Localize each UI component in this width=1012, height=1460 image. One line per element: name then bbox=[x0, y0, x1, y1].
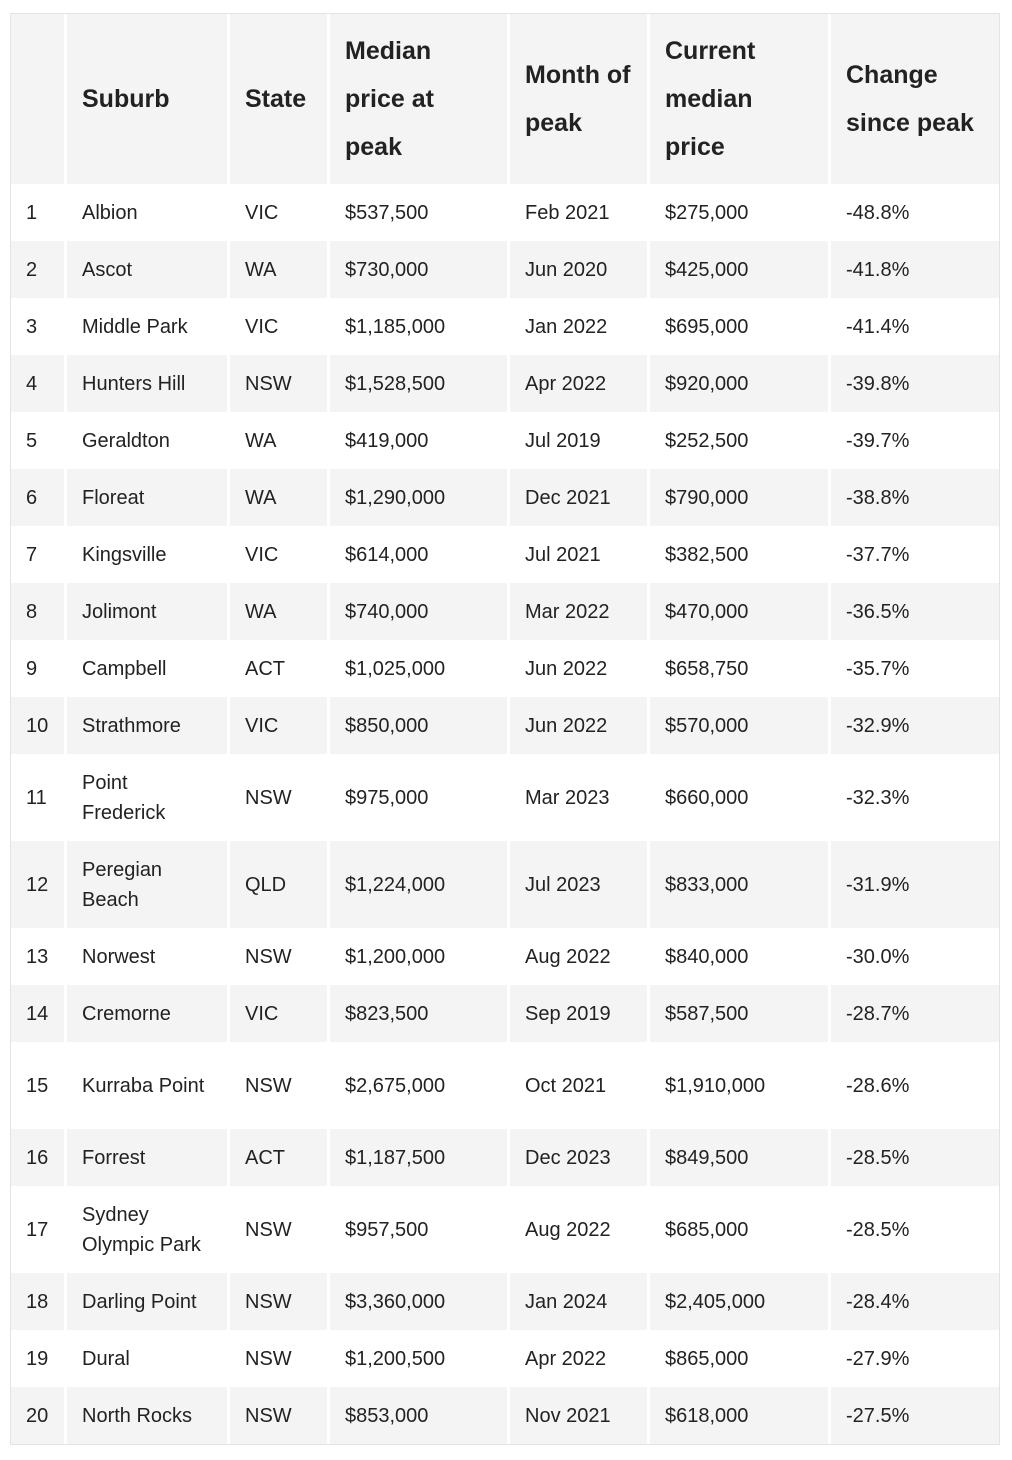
cell-peak-month: Aug 2022 bbox=[510, 928, 650, 985]
table-row bbox=[11, 1186, 999, 1273]
cell-current-price: $685,000 bbox=[650, 1186, 831, 1273]
cell-state: WA bbox=[230, 412, 330, 469]
cell-state: WA bbox=[230, 583, 330, 640]
table-row bbox=[11, 1330, 999, 1387]
cell-state: NSW bbox=[230, 1330, 330, 1387]
cell-change: -38.8% bbox=[831, 469, 999, 526]
cell-change: -27.5% bbox=[831, 1387, 999, 1444]
cell-suburb: Dural bbox=[67, 1330, 230, 1387]
cell-change: -32.3% bbox=[831, 754, 999, 841]
cell-suburb: Hunters Hill bbox=[67, 355, 230, 412]
table-row bbox=[11, 1273, 999, 1330]
cell-current-price: $2,405,000 bbox=[650, 1273, 831, 1330]
cell-state: NSW bbox=[230, 1042, 330, 1129]
cell-current-price: $587,500 bbox=[650, 985, 831, 1042]
cell-current-price: $840,000 bbox=[650, 928, 831, 985]
cell-peak-price: $614,000 bbox=[330, 526, 510, 583]
cell-peak-price: $419,000 bbox=[330, 412, 510, 469]
cell-peak-price: $1,224,000 bbox=[330, 841, 510, 928]
cell-state: ACT bbox=[230, 640, 330, 697]
table-row bbox=[11, 241, 999, 298]
cell-current-price: $658,750 bbox=[650, 640, 831, 697]
table-row bbox=[11, 928, 999, 985]
table-row bbox=[11, 640, 999, 697]
cell-current-price: $660,000 bbox=[650, 754, 831, 841]
cell-change: -35.7% bbox=[831, 640, 999, 697]
table-row bbox=[11, 1042, 999, 1129]
cell-suburb: Geraldton bbox=[67, 412, 230, 469]
cell-peak-price: $850,000 bbox=[330, 697, 510, 754]
cell-current-price: $618,000 bbox=[650, 1387, 831, 1444]
cell-peak-month: Apr 2022 bbox=[510, 355, 650, 412]
cell-current-price: $695,000 bbox=[650, 298, 831, 355]
cell-state: WA bbox=[230, 469, 330, 526]
table-row bbox=[11, 697, 999, 754]
cell-peak-month: Jul 2019 bbox=[510, 412, 650, 469]
cell-suburb: Cremorne bbox=[67, 985, 230, 1042]
table-row bbox=[11, 985, 999, 1042]
table-row bbox=[11, 1129, 999, 1186]
cell-state: VIC bbox=[230, 697, 330, 754]
cell-suburb: Strathmore bbox=[67, 697, 230, 754]
cell-peak-month: Jan 2024 bbox=[510, 1273, 650, 1330]
cell-change: -28.5% bbox=[831, 1186, 999, 1273]
cell-current-price: $920,000 bbox=[650, 355, 831, 412]
header-peak-price: Median price at peak bbox=[330, 14, 510, 184]
cell-change: -32.9% bbox=[831, 697, 999, 754]
cell-peak-price: $740,000 bbox=[330, 583, 510, 640]
cell-suburb: Campbell bbox=[67, 640, 230, 697]
cell-peak-price: $975,000 bbox=[330, 754, 510, 841]
cell-suburb: Kingsville bbox=[67, 526, 230, 583]
cell-change: -28.4% bbox=[831, 1273, 999, 1330]
cell-peak-month: Jun 2022 bbox=[510, 697, 650, 754]
cell-suburb: Floreat bbox=[67, 469, 230, 526]
cell-suburb: Kurraba Point bbox=[67, 1042, 230, 1129]
cell-rank: 18 bbox=[11, 1273, 67, 1330]
cell-state: ACT bbox=[230, 1129, 330, 1186]
cell-suburb: Albion bbox=[67, 184, 230, 241]
header-suburb: Suburb bbox=[67, 14, 230, 184]
cell-state: VIC bbox=[230, 526, 330, 583]
header-rank bbox=[11, 14, 67, 184]
cell-state: NSW bbox=[230, 928, 330, 985]
cell-rank: 10 bbox=[11, 697, 67, 754]
cell-suburb: Forrest bbox=[67, 1129, 230, 1186]
cell-current-price: $470,000 bbox=[650, 583, 831, 640]
table-row bbox=[11, 526, 999, 583]
cell-rank: 9 bbox=[11, 640, 67, 697]
cell-peak-price: $537,500 bbox=[330, 184, 510, 241]
cell-suburb: Sydney Olympic Park bbox=[67, 1186, 230, 1273]
cell-peak-price: $1,025,000 bbox=[330, 640, 510, 697]
cell-peak-month: Jul 2021 bbox=[510, 526, 650, 583]
cell-suburb: Ascot bbox=[67, 241, 230, 298]
cell-change: -39.8% bbox=[831, 355, 999, 412]
cell-rank: 17 bbox=[11, 1186, 67, 1273]
cell-change: -37.7% bbox=[831, 526, 999, 583]
cell-state: VIC bbox=[230, 985, 330, 1042]
cell-rank: 2 bbox=[11, 241, 67, 298]
cell-rank: 20 bbox=[11, 1387, 67, 1444]
cell-peak-month: Jul 2023 bbox=[510, 841, 650, 928]
cell-change: -27.9% bbox=[831, 1330, 999, 1387]
cell-state: VIC bbox=[230, 184, 330, 241]
cell-peak-month: Jun 2020 bbox=[510, 241, 650, 298]
cell-state: QLD bbox=[230, 841, 330, 928]
cell-rank: 7 bbox=[11, 526, 67, 583]
cell-rank: 11 bbox=[11, 754, 67, 841]
cell-suburb: Darling Point bbox=[67, 1273, 230, 1330]
cell-current-price: $833,000 bbox=[650, 841, 831, 928]
cell-current-price: $790,000 bbox=[650, 469, 831, 526]
cell-peak-month: Mar 2023 bbox=[510, 754, 650, 841]
table-row bbox=[11, 583, 999, 640]
header-current-price: Current median price bbox=[650, 14, 831, 184]
cell-peak-month: Jan 2022 bbox=[510, 298, 650, 355]
cell-change: -28.6% bbox=[831, 1042, 999, 1129]
cell-rank: 16 bbox=[11, 1129, 67, 1186]
cell-rank: 14 bbox=[11, 985, 67, 1042]
cell-peak-price: $2,675,000 bbox=[330, 1042, 510, 1129]
table-row bbox=[11, 412, 999, 469]
table-row bbox=[11, 469, 999, 526]
cell-peak-price: $1,187,500 bbox=[330, 1129, 510, 1186]
cell-change: -41.8% bbox=[831, 241, 999, 298]
cell-rank: 15 bbox=[11, 1042, 67, 1129]
cell-change: -36.5% bbox=[831, 583, 999, 640]
cell-peak-price: $1,185,000 bbox=[330, 298, 510, 355]
cell-rank: 12 bbox=[11, 841, 67, 928]
cell-peak-month: Jun 2022 bbox=[510, 640, 650, 697]
cell-suburb: Jolimont bbox=[67, 583, 230, 640]
table-body bbox=[11, 184, 999, 1444]
cell-peak-month: Dec 2021 bbox=[510, 469, 650, 526]
cell-state: VIC bbox=[230, 298, 330, 355]
cell-rank: 6 bbox=[11, 469, 67, 526]
cell-current-price: $425,000 bbox=[650, 241, 831, 298]
cell-peak-price: $1,200,500 bbox=[330, 1330, 510, 1387]
data-table bbox=[11, 14, 999, 1444]
cell-suburb: Point Frederick bbox=[67, 754, 230, 841]
cell-peak-month: Feb 2021 bbox=[510, 184, 650, 241]
cell-current-price: $252,500 bbox=[650, 412, 831, 469]
cell-current-price: $1,910,000 bbox=[650, 1042, 831, 1129]
cell-state: NSW bbox=[230, 1186, 330, 1273]
cell-peak-month: Oct 2021 bbox=[510, 1042, 650, 1129]
cell-current-price: $382,500 bbox=[650, 526, 831, 583]
table-row bbox=[11, 754, 999, 841]
cell-rank: 5 bbox=[11, 412, 67, 469]
cell-change: -30.0% bbox=[831, 928, 999, 985]
cell-state: NSW bbox=[230, 754, 330, 841]
cell-peak-price: $3,360,000 bbox=[330, 1273, 510, 1330]
header-peak-month: Month of peak bbox=[510, 14, 650, 184]
cell-peak-month: Sep 2019 bbox=[510, 985, 650, 1042]
cell-current-price: $570,000 bbox=[650, 697, 831, 754]
cell-peak-price: $823,500 bbox=[330, 985, 510, 1042]
cell-change: -48.8% bbox=[831, 184, 999, 241]
cell-change: -28.5% bbox=[831, 1129, 999, 1186]
cell-change: -28.7% bbox=[831, 985, 999, 1042]
cell-peak-price: $730,000 bbox=[330, 241, 510, 298]
cell-peak-month: Mar 2022 bbox=[510, 583, 650, 640]
cell-rank: 4 bbox=[11, 355, 67, 412]
header-change: Change since peak bbox=[831, 14, 999, 184]
cell-current-price: $275,000 bbox=[650, 184, 831, 241]
cell-rank: 3 bbox=[11, 298, 67, 355]
cell-current-price: $849,500 bbox=[650, 1129, 831, 1186]
cell-peak-month: Dec 2023 bbox=[510, 1129, 650, 1186]
table-row bbox=[11, 184, 999, 241]
cell-suburb: Peregian Beach bbox=[67, 841, 230, 928]
cell-change: -31.9% bbox=[831, 841, 999, 928]
cell-state: NSW bbox=[230, 355, 330, 412]
cell-state: NSW bbox=[230, 1387, 330, 1444]
header-row bbox=[11, 14, 999, 184]
suburb-price-table bbox=[10, 13, 1000, 1445]
cell-peak-price: $1,290,000 bbox=[330, 469, 510, 526]
table-row bbox=[11, 298, 999, 355]
cell-peak-price: $853,000 bbox=[330, 1387, 510, 1444]
table-header bbox=[11, 14, 999, 184]
header-state: State bbox=[230, 14, 330, 184]
table-row bbox=[11, 355, 999, 412]
cell-peak-price: $957,500 bbox=[330, 1186, 510, 1273]
table-row bbox=[11, 841, 999, 928]
cell-change: -39.7% bbox=[831, 412, 999, 469]
cell-peak-month: Nov 2021 bbox=[510, 1387, 650, 1444]
cell-rank: 19 bbox=[11, 1330, 67, 1387]
cell-peak-price: $1,528,500 bbox=[330, 355, 510, 412]
cell-state: NSW bbox=[230, 1273, 330, 1330]
cell-rank: 13 bbox=[11, 928, 67, 985]
cell-change: -41.4% bbox=[831, 298, 999, 355]
cell-peak-month: Aug 2022 bbox=[510, 1186, 650, 1273]
cell-state: WA bbox=[230, 241, 330, 298]
cell-rank: 1 bbox=[11, 184, 67, 241]
cell-rank: 8 bbox=[11, 583, 67, 640]
cell-peak-price: $1,200,000 bbox=[330, 928, 510, 985]
cell-peak-month: Apr 2022 bbox=[510, 1330, 650, 1387]
cell-suburb: Norwest bbox=[67, 928, 230, 985]
cell-suburb: North Rocks bbox=[67, 1387, 230, 1444]
cell-suburb: Middle Park bbox=[67, 298, 230, 355]
cell-current-price: $865,000 bbox=[650, 1330, 831, 1387]
table-row bbox=[11, 1387, 999, 1444]
